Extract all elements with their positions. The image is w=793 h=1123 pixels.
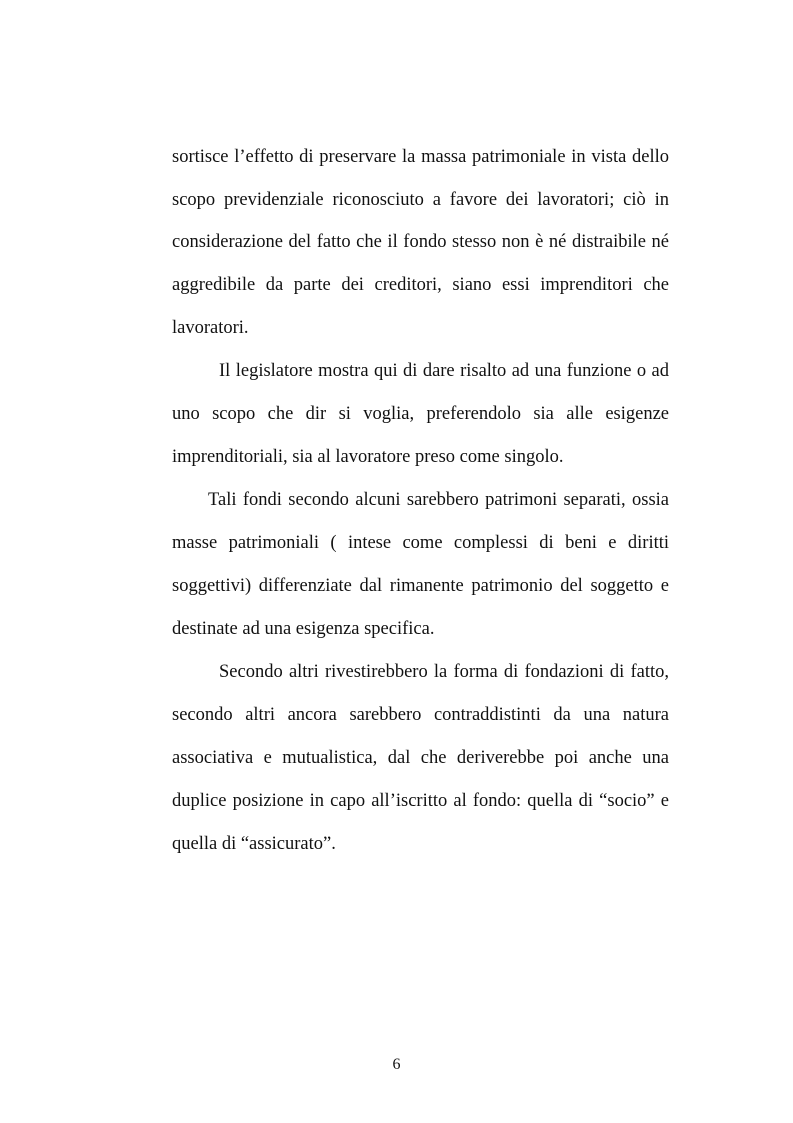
paragraph-4-line-3: associativa e mutualistica, dal che deriverebbe poi anche una bbox=[172, 748, 669, 768]
paragraph-2-line-1: Il legislatore mostra qui di dare risalto ad una funzione o ad bbox=[219, 361, 669, 381]
paragraph-1-line-2: scopo previdenziale riconosciuto a favore dei lavoratori; ciò in bbox=[172, 190, 669, 210]
paragraph-1-line-3: considerazione del fatto che il fondo stesso non è né distraibile né bbox=[172, 232, 669, 252]
paragraph-1-line-1: sortisce l’effetto di preservare la massa patrimoniale in vista dello bbox=[172, 147, 669, 167]
paragraph-3-line-1: Tali fondi secondo alcuni sarebbero patrimoni separati, ossia bbox=[208, 490, 669, 510]
paragraph-3-line-4: destinate ad una esigenza specifica. bbox=[172, 619, 435, 639]
paragraph-4-line-1: Secondo altri rivestirebbero la forma di fondazioni di fatto, bbox=[219, 662, 669, 682]
paragraph-2-line-3: imprenditoriali, sia al lavoratore preso come singolo. bbox=[172, 447, 564, 467]
paragraph-3-line-3: soggettivi) differenziate dal rimanente patrimonio del soggetto e bbox=[172, 576, 669, 596]
page-number: 6 bbox=[392, 1056, 401, 1073]
paragraph-2-line-2: uno scopo che dir si voglia, preferendolo sia alle esigenze bbox=[172, 404, 669, 424]
paragraph-4-line-5: quella di “assicurato”. bbox=[172, 834, 336, 854]
paragraph-3-line-2: masse patrimoniali ( intese come complessi di beni e diritti bbox=[172, 533, 669, 553]
paragraph-1-line-4: aggredibile da parte dei creditori, siano essi imprenditori che bbox=[172, 275, 669, 295]
paragraph-1-line-5: lavoratori. bbox=[172, 318, 249, 338]
paragraph-4-line-4: duplice posizione in capo all’iscritto al fondo: quella di “socio” e bbox=[172, 791, 669, 811]
paragraph-4-line-2: secondo altri ancora sarebbero contraddistinti da una natura bbox=[172, 705, 669, 725]
